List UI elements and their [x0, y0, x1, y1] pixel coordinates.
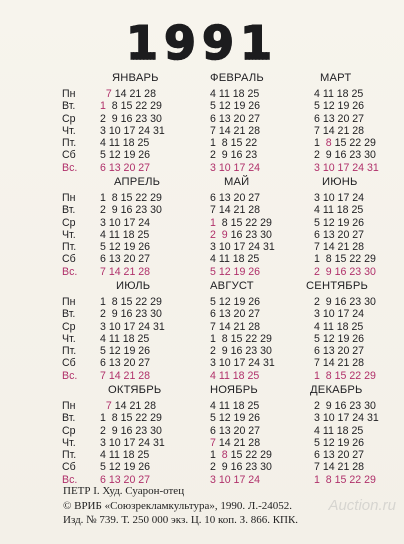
weekday-label: Пн: [62, 192, 76, 204]
year-title: 1991: [0, 18, 404, 68]
weekday-label-sunday: Вс.: [62, 473, 78, 486]
weekday-label: Вт.: [62, 412, 76, 425]
week-row: 4 11 18 25: [210, 88, 260, 100]
date-run: 16 23 30: [227, 228, 272, 241]
week-row: 3 10 17 24: [314, 192, 365, 204]
week-row: 4 11 18 25: [314, 204, 364, 217]
weekday-label: Чт.: [62, 124, 76, 137]
quarter-1: [0, 70, 404, 174]
week-row: 5 12 19 26: [314, 332, 365, 345]
date-run: 14 21 28: [111, 88, 156, 100]
month-december: [306, 382, 404, 486]
weekday-label: Сб: [62, 461, 76, 474]
week-row: [210, 437, 310, 449]
week-row: 2 9 16 23 30: [210, 461, 272, 474]
weekday-label: Пн: [62, 296, 76, 308]
week-row: [210, 229, 310, 241]
week-row: 7 14 21 28: [314, 124, 365, 137]
month-october: [100, 382, 200, 486]
week-row: 5 12 19 26: [314, 100, 365, 113]
week-row: 6 13 20 27: [210, 308, 261, 321]
week-row: [100, 400, 200, 412]
week-row-sunday: 7 14 21 28: [100, 369, 151, 382]
week-row: 5 12 19 26: [210, 296, 261, 308]
weekday-label: Чт.: [62, 436, 76, 449]
imprint-line-publisher: © ВРИБ «Союзрекламкультура», 1990. Л.-24052.: [63, 499, 292, 512]
month-november: [210, 382, 310, 486]
holiday-date: 7: [210, 436, 216, 449]
week-row: 6 13 20 27: [100, 357, 151, 370]
week-row: 3 10 17 24 31: [210, 241, 275, 254]
week-row: 5 12 19 26: [314, 216, 365, 229]
weekday-label: Чт.: [62, 228, 76, 241]
weekday-label: Пн: [62, 88, 76, 100]
week-row: 2 9 16 23 30: [314, 296, 376, 308]
week-row: 7 14 21 28: [314, 461, 365, 474]
month-name: ИЮНЬ: [322, 176, 358, 188]
month-june: [314, 174, 404, 278]
week-row-sunday: 3 10 17 24: [210, 473, 261, 486]
week-row: 2 9 16 23 30: [210, 345, 272, 358]
week-row: 3 10 17 24: [100, 216, 151, 229]
month-name: МАРТ: [320, 72, 352, 84]
imprint-line-artist: ПЕТР I. Худ. Суарон-отец: [63, 485, 185, 497]
weekday-label: Ср: [62, 320, 76, 333]
month-name: НОЯБРЬ: [210, 384, 258, 396]
weekday-labels: [62, 296, 90, 382]
week-row-sunday: 5 12 19 26: [210, 265, 261, 278]
weekday-label: Пт.: [62, 345, 77, 358]
month-april: [100, 174, 200, 278]
month-name: СЕНТЯБРЬ: [306, 280, 369, 292]
month-name: МАЙ: [224, 176, 250, 188]
week-row: 4 11 18 25: [210, 400, 260, 412]
week-row: 7 14 21 28: [314, 241, 365, 254]
date-run: 15 22 29: [331, 137, 376, 150]
week-row: 2 9 16 23: [210, 149, 258, 162]
weekday-label: Чт.: [62, 332, 76, 345]
week-row: 2 9 16 23 30: [314, 149, 376, 162]
weekday-label-sunday: Вс.: [62, 369, 78, 382]
week-row: 6 13 20 27: [314, 345, 365, 358]
week-row: 1 8 15 22: [210, 137, 258, 150]
week-row: 1 8 15 22 29: [314, 253, 376, 266]
week-row: 5 12 19 26: [100, 241, 151, 254]
weekday-label: Сб: [62, 253, 76, 266]
month-february: [210, 70, 310, 174]
weekday-label: Пт.: [62, 137, 77, 150]
week-row: 4 11 18 25: [100, 449, 150, 462]
holiday-date: 1: [100, 100, 106, 113]
holiday-date: 8: [221, 449, 228, 462]
week-row: 4 11 18 25: [210, 253, 260, 266]
week-row-sunday: 3 10 17 24 31: [314, 161, 379, 174]
week-row: 5 12 19 26: [210, 100, 261, 113]
week-row: 1 8 15 22 29: [100, 296, 162, 308]
week-row-sunday: 6 13 20 27: [100, 161, 151, 174]
week-row-sunday: 7 14 21 28: [100, 265, 151, 278]
weekday-label: Вт.: [62, 204, 76, 217]
week-row: 4 11 18 25: [100, 137, 150, 150]
date-run: 1: [210, 449, 222, 462]
month-name: АПРЕЛЬ: [114, 176, 161, 188]
month-name: ОКТЯБРЬ: [108, 384, 162, 396]
weekday-label: Ср: [62, 216, 76, 229]
week-row: 5 12 19 26: [100, 149, 151, 162]
weekday-label: Ср: [62, 424, 76, 437]
week-row-sunday: 6 13 20 27: [100, 473, 151, 486]
weekday-labels: [62, 88, 90, 174]
week-row: 3 10 17 24 31: [100, 436, 165, 449]
week-row-sunday: 3 10 17 24: [210, 161, 261, 174]
week-row-sunday: 1 8 15 22 29: [314, 473, 376, 486]
week-row: 6 13 20 27: [210, 192, 261, 204]
month-name: ЯНВАРЬ: [112, 72, 159, 84]
weekday-labels: [62, 400, 90, 486]
holiday-date: 9: [221, 228, 228, 241]
week-row: 4 11 18 25: [314, 424, 364, 437]
week-row-sunday: 1 8 15 22 29: [314, 369, 376, 382]
quarter-3: [0, 278, 404, 382]
week-row: 1 8 15 22 29: [100, 412, 162, 425]
weekday-label-sunday: Вс.: [62, 161, 78, 174]
quarter-2: [0, 174, 404, 278]
imprint-line-print-info: Изд. № 739. Т. 250 000 экз. Ц. 10 коп. З. 866. КПК.: [63, 514, 299, 526]
weekday-label: Вт.: [62, 100, 76, 113]
week-row: 6 13 20 27: [210, 112, 261, 125]
week-row: 2 9 16 23 30: [100, 424, 162, 437]
weekday-label: Сб: [62, 149, 76, 162]
week-row: [210, 449, 310, 461]
week-row: 3 10 17 24 31: [100, 124, 165, 137]
week-row: 1 8 15 22 29: [210, 332, 272, 345]
week-row: 4 11 18 25: [100, 332, 150, 345]
holiday-date: 7: [100, 400, 112, 412]
week-row: 5 12 19 26: [210, 412, 261, 425]
month-january: [100, 70, 200, 174]
holiday-date: 8: [325, 137, 332, 150]
week-row: [210, 217, 310, 229]
month-name: АВГУСТ: [210, 280, 254, 292]
week-row: [314, 137, 404, 149]
watermark: Auction.ru: [328, 497, 396, 514]
weekday-labels: [62, 192, 90, 278]
weekday-label: Пт.: [62, 241, 77, 254]
week-row: 4 11 18 25: [314, 88, 364, 100]
week-row: 1 8 15 22 29: [100, 192, 162, 204]
month-march: [314, 70, 404, 174]
week-row: 6 13 20 27: [210, 424, 261, 437]
month-name: ДЕКАБРЬ: [310, 384, 363, 396]
date-run: 8 15 22 29: [215, 216, 272, 229]
month-august: [210, 278, 310, 382]
weekday-label: Ср: [62, 112, 76, 125]
month-september: [306, 278, 404, 382]
week-row: 6 13 20 27: [100, 253, 151, 266]
week-row: 7 14 21 28: [314, 357, 365, 370]
date-run: 14 21 28: [215, 436, 261, 449]
week-row: [100, 100, 200, 112]
month-name: ИЮЛЬ: [116, 280, 151, 292]
week-row: 2 9 16 23 30: [314, 400, 376, 412]
week-row: 6 13 20 27: [314, 228, 365, 241]
week-row: 6 13 20 27: [314, 449, 365, 462]
date-run: 14 21 28: [111, 400, 156, 412]
holiday-date: 2: [210, 228, 216, 241]
week-row: 7 14 21 28: [210, 204, 261, 217]
week-row: 3 10 17 24 31: [314, 412, 379, 425]
week-row: 3 10 17 24 31: [210, 357, 275, 370]
date-run: 1: [314, 137, 326, 150]
weekday-label: Сб: [62, 357, 76, 370]
month-july: [100, 278, 200, 382]
quarter-4: [0, 382, 404, 486]
week-row: 5 12 19 26: [314, 436, 365, 449]
week-row: 3 10 17 24: [314, 308, 365, 321]
week-row: 4 11 18 25: [314, 320, 364, 333]
week-row: 6 13 20 27: [314, 112, 365, 125]
week-row: 2 9 16 23 30: [100, 112, 162, 125]
holiday-date: 7: [100, 88, 112, 100]
week-row: 3 10 17 24 31: [100, 320, 165, 333]
week-row: 2 9 16 23 30: [100, 308, 162, 321]
holiday-date: 1: [210, 216, 216, 229]
month-name: ФЕВРАЛЬ: [210, 72, 264, 84]
week-row: 5 12 19 26: [100, 345, 151, 358]
weekday-label: Пн: [62, 400, 76, 412]
week-row: 7 14 21 28: [210, 124, 261, 137]
month-may: [210, 174, 310, 278]
week-row: 5 12 19 26: [100, 461, 151, 474]
week-row-sunday: 4 11 18 25: [210, 369, 260, 382]
week-row: 4 11 18 25: [100, 228, 150, 241]
week-row: 2 9 16 23 30: [100, 204, 162, 217]
weekday-label: Вт.: [62, 308, 76, 321]
week-row: [100, 88, 200, 100]
weekday-label-sunday: Вс.: [62, 265, 78, 278]
week-row-sunday: 2 9 16 23 30: [314, 265, 376, 278]
date-run: 8 15 22 29: [105, 100, 162, 113]
date-run: 15 22 29: [227, 449, 272, 462]
weekday-label: Пт.: [62, 449, 77, 462]
week-row: 7 14 21 28: [210, 320, 261, 333]
